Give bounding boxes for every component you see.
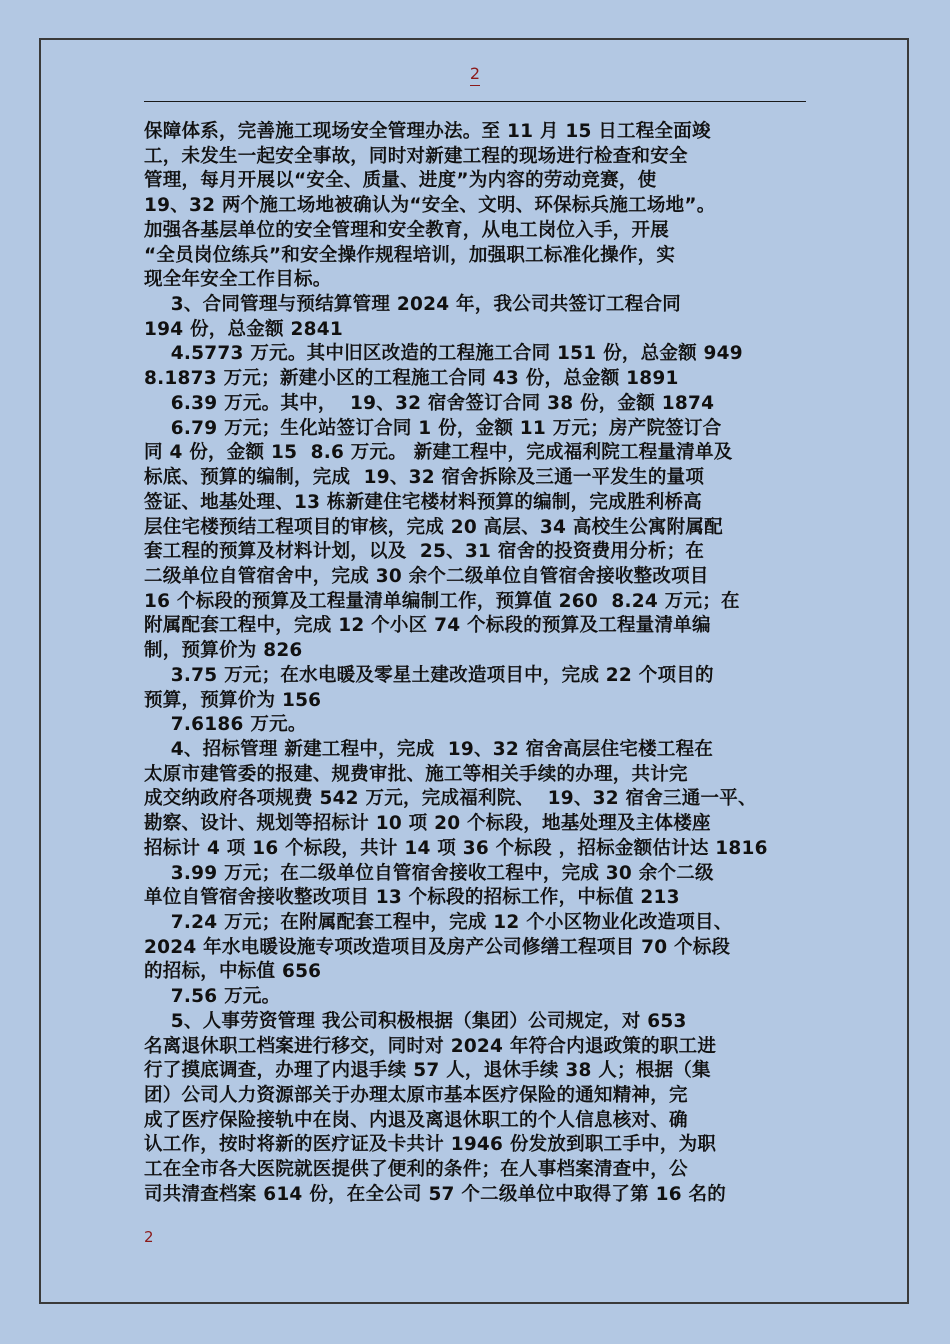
text-line: 司共清查档案 614 份，在全公司 57 个二级单位中取得了第 16 名的 <box>144 1183 727 1205</box>
text-line: 认工作，按时将新的医疗证及卡共计 1946 份发放到职工手中，为职 <box>144 1134 717 1156</box>
text-line: 8.1873 万元；新建小区的工程施工合同 43 份，总金额 1891 <box>144 368 679 390</box>
text-line: 7.56 万元。 <box>144 986 281 1008</box>
text-line: 预算，预算价为 156 <box>144 689 322 711</box>
text-line: “全员岗位练兵”和安全操作规程培训，加强职工标准化操作，实 <box>144 244 676 266</box>
text-line: 工在全市各大医院就医提供了便利的条件；在人事档案清查中，公 <box>144 1159 688 1181</box>
text-line: 7.24 万元；在附属配套工程中，完成 12 个小区物业化改造项目、 <box>144 912 733 933</box>
text-line: 加强各基层单位的安全管理和安全教育，从电工岗位入手，开展 <box>144 219 670 241</box>
text-line: 制，预算价为 826 <box>144 640 303 662</box>
text-line: 成交纳政府各项规费 542 万元，完成福利院、 19、32 宿舍三通一平、 <box>144 788 757 810</box>
text-line: 保障体系，完善施工现场安全管理办法。至 11 月 15 日工程全面竣 <box>144 121 711 142</box>
text-line: 二级单位自管宿舍中，完成 30 余个二级单位自管宿舍接收整改项目 <box>144 565 709 587</box>
header-page-number: 2 <box>469 64 481 83</box>
text-line: 团）公司人力资源部关于办理太原市基本医疗保险的通知精神，完 <box>144 1085 688 1107</box>
text-line: 管理，每月开展以“安全、质量、进度”为内容的劳动竞赛，使 <box>144 170 657 192</box>
text-line: 2024 年水电暖设施专项改造项目及房产公司修缮工程项目 70 个标段 <box>144 936 731 958</box>
text-line: 4.5773 万元。其中旧区改造的工程施工合同 151 份，总金额 949 <box>144 343 743 365</box>
text-line: 现全年安全工作目标。 <box>144 269 332 291</box>
text-line: 的招标，中标值 656 <box>144 961 322 983</box>
text-line: 19、32 两个施工场地被确认为“安全、文明、环保标兵施工场地”。 <box>144 195 716 217</box>
text-line: 标底、预算的编制，完成 19、32 宿舍拆除及三通一平发生的量项 <box>144 467 705 489</box>
text-line: 单位自管宿舍接收整改项目 13 个标段的招标工作，中标值 213 <box>144 887 680 909</box>
footer-page-number: 2 <box>144 1228 154 1246</box>
text-line: 层住宅楼预结工程项目的审核，完成 20 高层、34 高校生公寓附属配 <box>144 516 723 538</box>
text-line: 附属配套工程中，完成 12 个小区 74 个标段的预算及工程量清单编 <box>144 615 711 637</box>
body-text <box>144 120 834 1208</box>
text-line: 工，未发生一起安全事故，同时对新建工程的现场进行检查和安全 <box>144 145 688 167</box>
text-line: 4、招标管理 新建工程中，完成 19、32 宿舍高层住宅楼工程在 <box>144 738 714 760</box>
header-divider <box>144 101 806 102</box>
text-line: 同 4 份，金额 15 8.6 万元。 新建工程中，完成福利院工程量清单及 <box>144 442 733 464</box>
text-line: 5、人事劳资管理 我公司积极根据（集团）公司规定，对 653 <box>144 1010 687 1032</box>
header-page-number-underline <box>470 85 480 86</box>
text-line: 行了摸底调查，办理了内退手续 57 人，退休手续 38 人；根据（集 <box>144 1060 711 1082</box>
text-line: 6.39 万元。其中， 19、32 宿舍签订合同 38 份，金额 1874 <box>144 392 715 414</box>
text-line: 194 份，总金额 2841 <box>144 318 343 340</box>
text-line: 3.99 万元；在二级单位自管宿舍接收工程中，完成 30 余个二级 <box>144 862 714 884</box>
text-line: 3、合同管理与预结算管理 2024 年，我公司共签订工程合同 <box>144 294 682 316</box>
text-line: 6.79 万元；生化站签订合同 1 份，金额 11 万元；房产院签订合 <box>144 417 722 439</box>
text-line: 签证、地基处理、13 栋新建住宅楼材料预算的编制，完成胜利桥高 <box>144 491 702 513</box>
text-line: 7.6186 万元。 <box>144 714 307 736</box>
text-line: 3.75 万元；在水电暖及零星土建改造项目中，完成 22 个项目的 <box>144 664 714 686</box>
text-line: 太原市建管委的报建、规费审批、施工等相关手续的办理，共计完 <box>144 763 688 785</box>
text-line: 招标计 4 项 16 个标段，共计 14 项 36 个标段 ，招标金额估计达 1816 <box>144 837 768 859</box>
text-line: 16 个标段的预算及工程量清单编制工作，预算值 260 8.24 万元；在 <box>144 590 740 612</box>
text-line: 名离退休职工档案进行移交，同时对 2024 年符合内退政策的职工进 <box>144 1035 717 1057</box>
text-line: 成了医疗保险接轨中在岗、内退及离退休职工的个人信息核对、确 <box>144 1109 688 1131</box>
text-line: 套工程的预算及材料计划，以及 25、31 宿舍的投资费用分析；在 <box>144 541 705 563</box>
text-line: 勘察、设计、规划等招标计 10 项 20 个标段，地基处理及主体楼座 <box>144 813 711 835</box>
